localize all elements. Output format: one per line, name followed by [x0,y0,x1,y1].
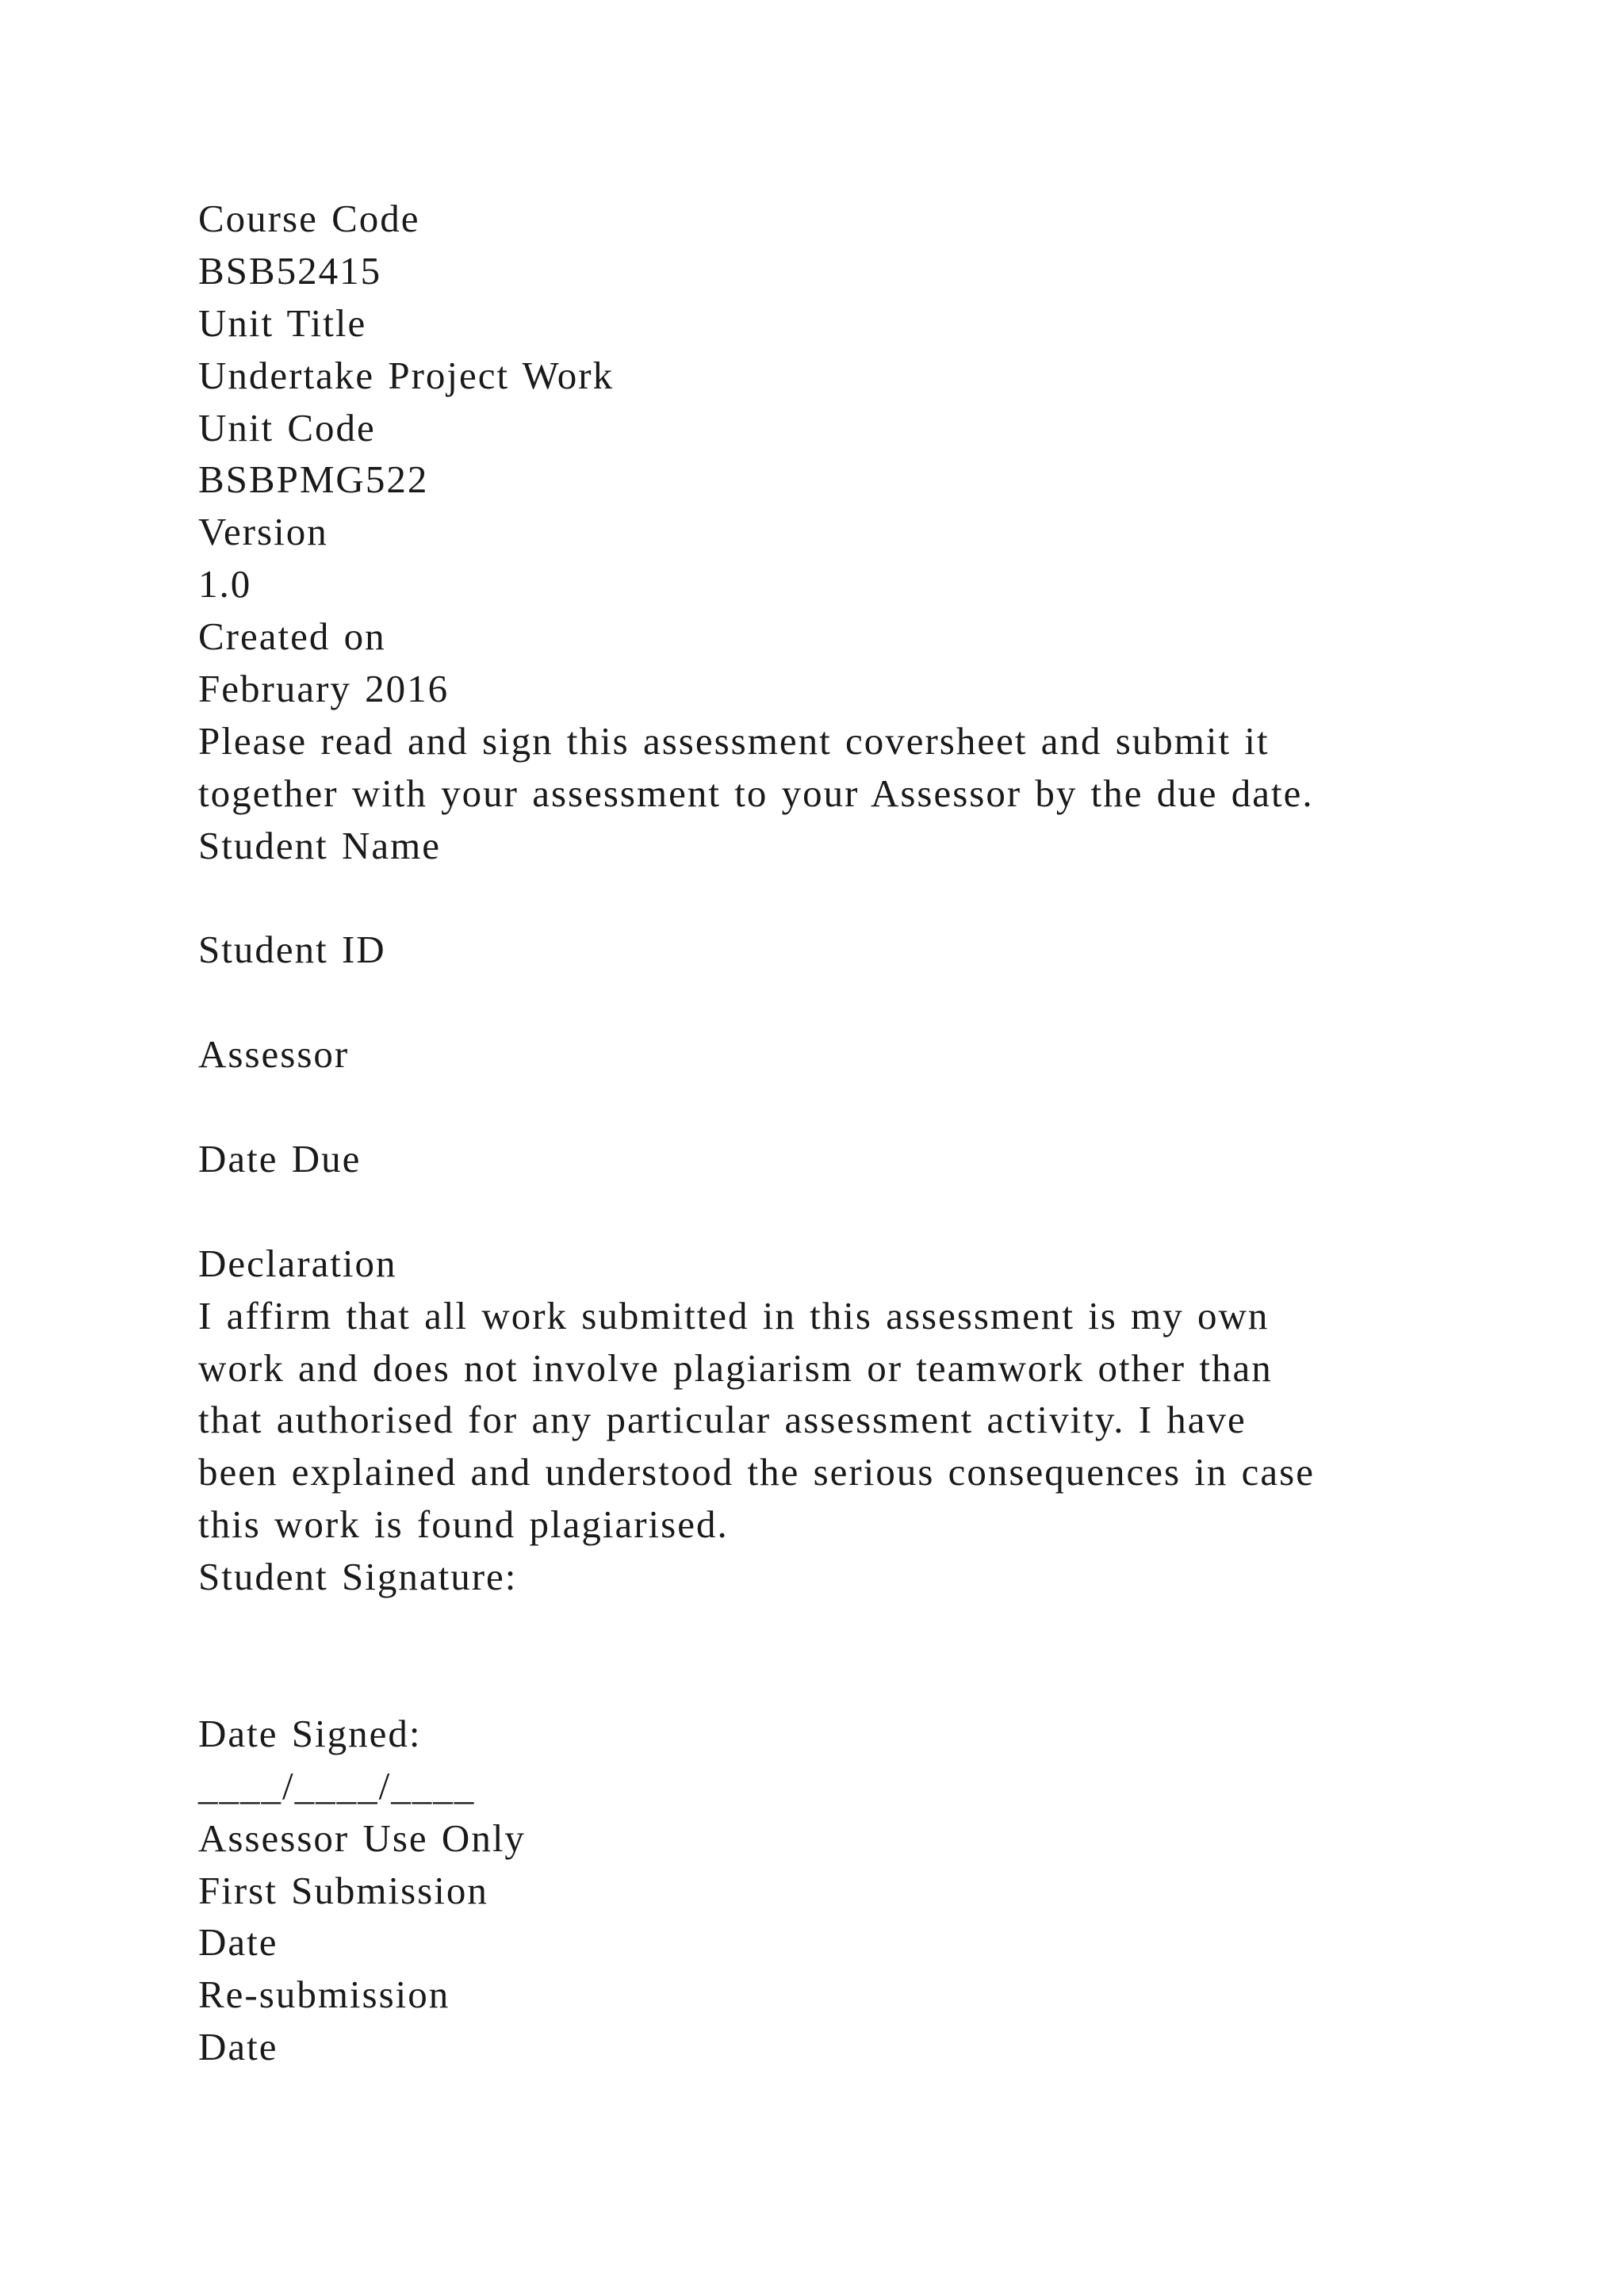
date-due-label: Date Due [198,1137,362,1181]
created-on-label: Created on [198,614,386,659]
created-on-value: February 2016 [198,667,450,711]
student-signature-field[interactable] [198,1603,1546,1655]
first-submission-date-label: Date [198,1920,278,1965]
spacer [198,1655,1546,1708]
declaration-line: that authorised for any particular assessment activity. I have [198,1398,1247,1442]
instruction-line-1: Please read and sign this assessment coversheet and submit it [198,718,1270,763]
unit-code-label: Unit Code [198,405,376,450]
unit-title-value: Undertake Project Work [198,353,615,397]
version-value: 1.0 [198,562,252,607]
student-name-label: Student Name [198,823,441,867]
student-name-field[interactable] [198,872,1546,924]
course-code-label: Course Code [198,197,420,240]
course-code-value: BSB52415 [198,248,382,293]
declaration-line: I affirm that all work submitted in this assessment is my own [198,1293,1270,1337]
declaration-line: this work is found plagiarised. [198,1502,729,1547]
assessor-label: Assessor [198,1032,350,1077]
unit-code-value: BSBPMG522 [198,457,429,502]
student-id-field[interactable] [198,976,1546,1028]
resubmission-date-label: Date [198,2025,278,2069]
date-signed-blank[interactable]: ____/____/____ [198,1763,476,1808]
resubmission-label: Re-submission [198,1973,450,2017]
declaration-line: work and does not involve plagiarism or teamwork other than [198,1345,1273,1390]
student-id-label: Student ID [198,928,386,972]
assessor-use-only-heading: Assessor Use Only [198,1816,526,1860]
date-signed-label: Date Signed: [198,1711,422,1755]
instruction-line-2: together with your assessment to your Assessor by the due date. [198,771,1314,815]
date-due-field[interactable] [198,1185,1546,1238]
assessor-field[interactable] [198,1081,1546,1133]
declaration-heading: Declaration [198,1241,397,1285]
unit-title-label: Unit Title [198,300,367,345]
first-submission-label: First Submission [198,1868,488,1912]
student-signature-label: Student Signature: [198,1555,518,1599]
version-label: Version [198,510,328,554]
declaration-line: been explained and understood the serious consequences in case [198,1450,1315,1494]
coversheet-document [198,193,1546,2073]
